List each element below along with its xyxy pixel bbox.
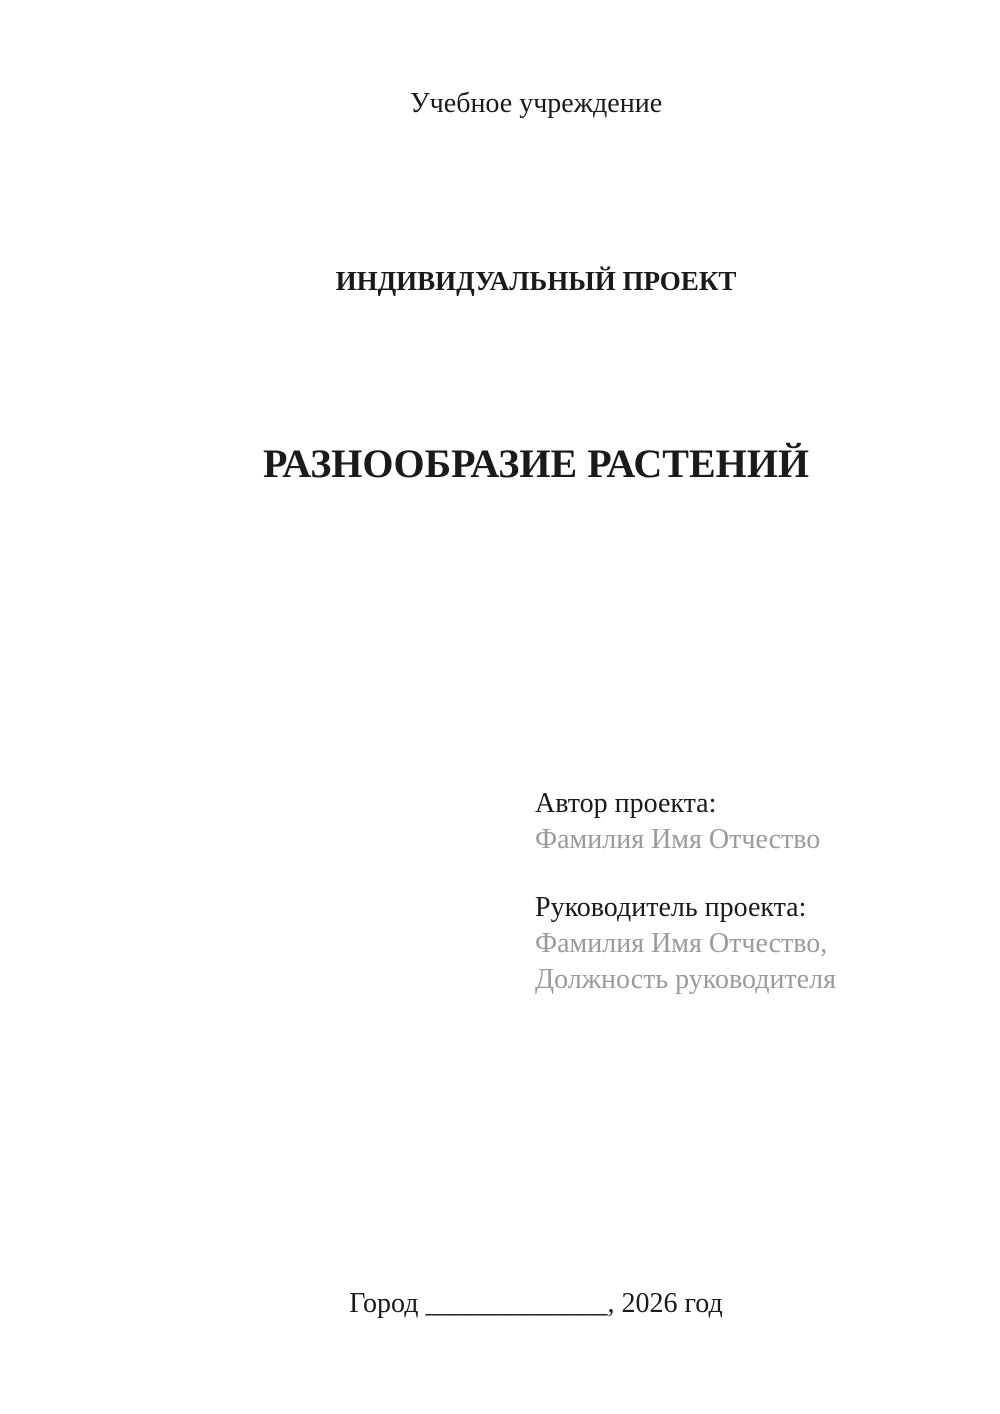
institution-name: Учебное учреждение xyxy=(409,88,663,119)
city-year-line xyxy=(143,1286,929,1322)
author-section xyxy=(535,786,820,858)
supervisor-section xyxy=(535,890,836,998)
author-label: Автор проекта: xyxy=(535,788,717,819)
supervisor-position-placeholder: Должность руководителя xyxy=(535,964,836,995)
city-label: Город xyxy=(349,1288,426,1319)
year-text: , 2026 год xyxy=(607,1288,723,1319)
supervisor-label: Руководитель проекта: xyxy=(535,892,807,923)
project-title: РАЗНООБРАЗИЕ РАСТЕНИЙ xyxy=(262,441,809,486)
author-name-placeholder: Фамилия Имя Отчество xyxy=(535,824,821,855)
supervisor-name-placeholder: Фамилия Имя Отчество, xyxy=(535,928,828,959)
blank-fill-line: _____________ xyxy=(425,1288,608,1319)
project-type-heading: ИНДИВИДУАЛЬНЫЙ ПРОЕКТ xyxy=(335,266,737,296)
